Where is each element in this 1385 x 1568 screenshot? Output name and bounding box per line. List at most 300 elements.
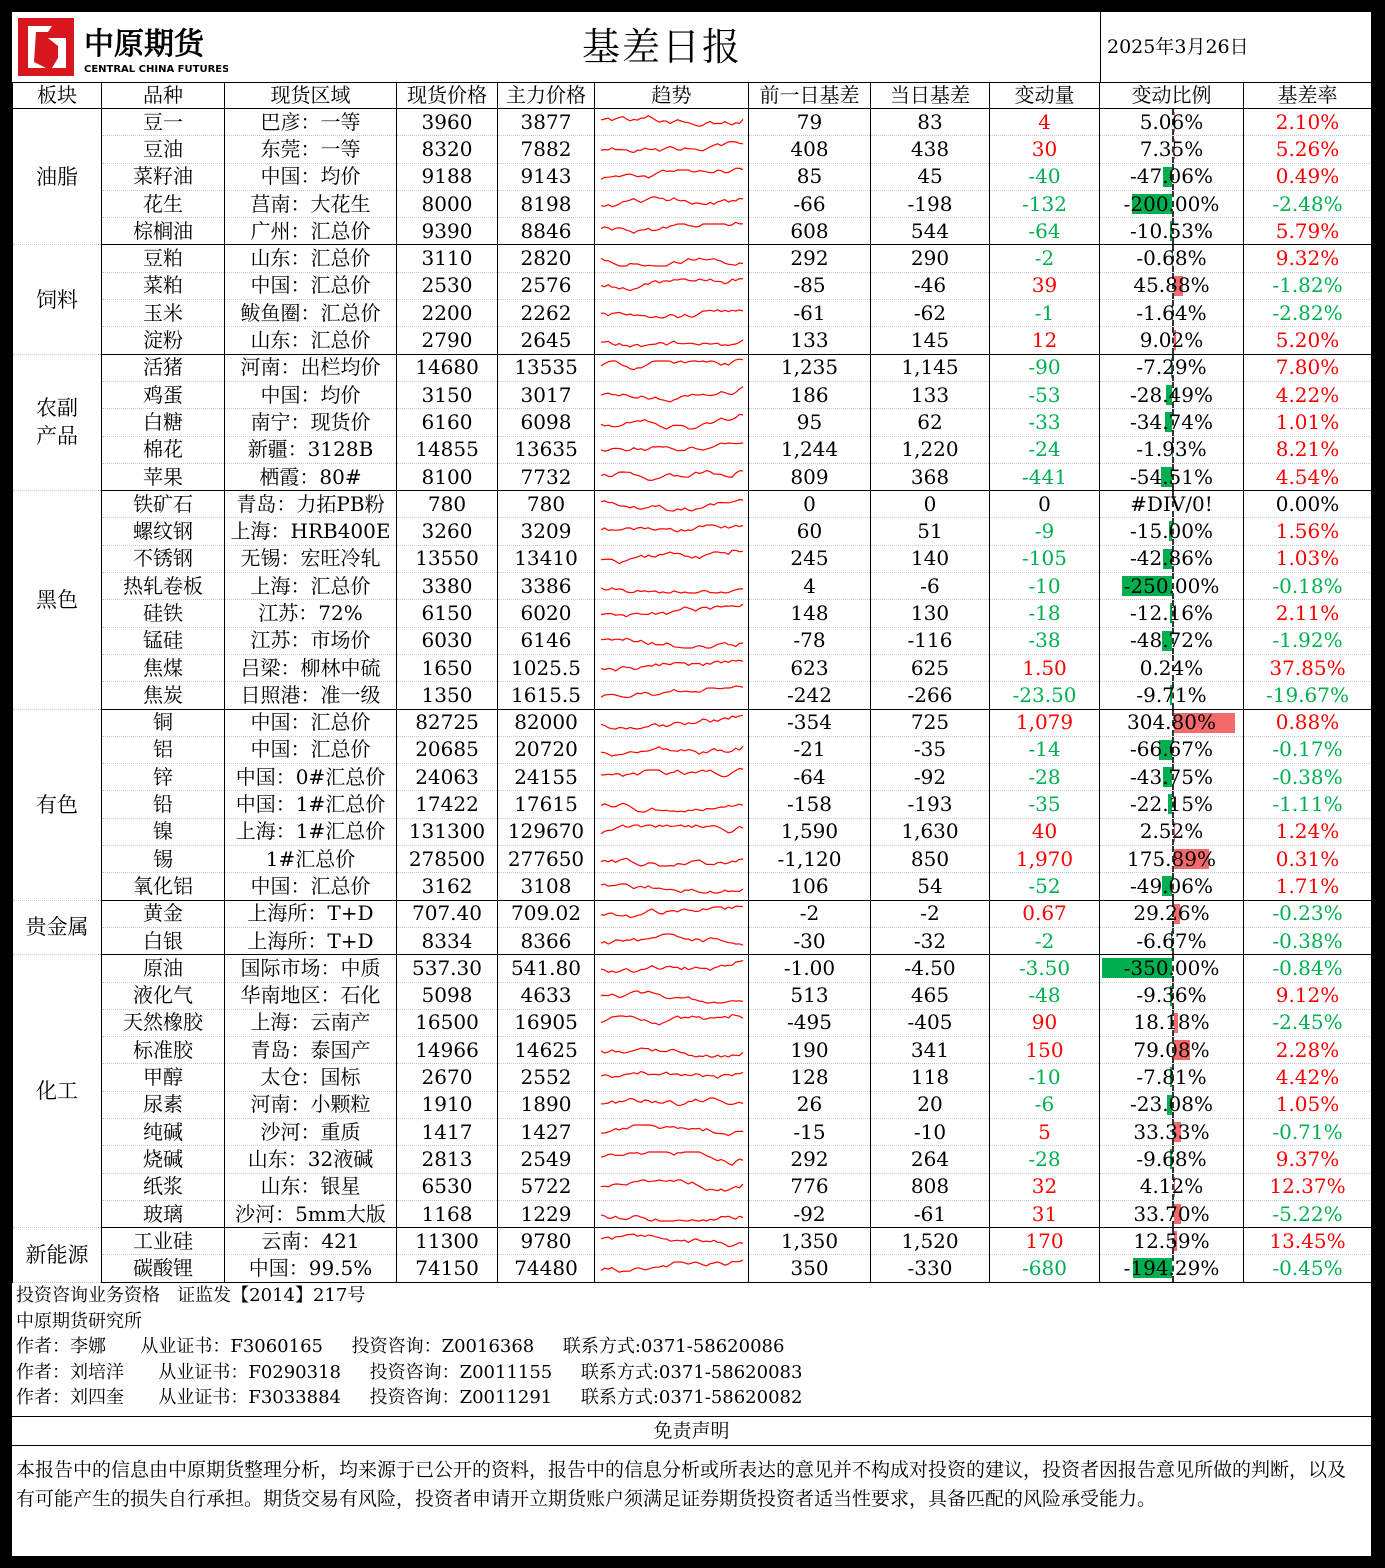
basis-rate-cell: 1.05% <box>1244 1091 1372 1118</box>
region-cell: 栖霞：80# <box>225 463 397 490</box>
spot-price-cell: 1650 <box>397 654 498 681</box>
table-row <box>13 136 1372 163</box>
prev-basis-cell: -1,120 <box>749 846 871 873</box>
table-row <box>13 463 1372 490</box>
trend-sparkline <box>595 437 749 463</box>
change-ratio-cell <box>1100 846 1244 873</box>
item-cell: 黄金 <box>102 900 225 927</box>
region-cell: 青岛：力拓PB粉 <box>225 491 397 518</box>
ratio-text: -49.06% <box>1129 873 1214 898</box>
main-price-cell: 1615.5 <box>498 682 595 709</box>
table-row <box>13 1118 1372 1145</box>
spot-price-cell: 1910 <box>397 1091 498 1118</box>
sector-cell <box>13 900 102 955</box>
item-cell: 锌 <box>102 764 225 791</box>
item-cell: 烧碱 <box>102 1146 225 1173</box>
item-cell: 豆粕 <box>102 245 225 272</box>
trend-sparkline <box>595 1065 749 1091</box>
cur-basis-cell: 264 <box>871 1146 990 1173</box>
cur-basis-cell: 341 <box>871 1037 990 1064</box>
trend-sparkline <box>595 1228 749 1254</box>
sector-label: 有色 <box>36 792 78 817</box>
item-cell: 天然橡胶 <box>102 1009 225 1036</box>
prev-basis-cell: -354 <box>749 709 871 736</box>
basis-rate-cell: -0.45% <box>1244 1255 1372 1282</box>
main-price-cell: 1890 <box>498 1091 595 1118</box>
spot-price-cell: 74150 <box>397 1255 498 1282</box>
region-cell: 中国：汇总价 <box>225 709 397 736</box>
change-ratio-cell <box>1100 1173 1244 1200</box>
table-row <box>13 518 1372 545</box>
trend-sparkline <box>595 928 749 954</box>
region-cell: 国际市场：中质 <box>225 955 397 982</box>
item-cell: 淀粉 <box>102 327 225 354</box>
trend-line <box>601 638 743 648</box>
table-row <box>13 190 1372 217</box>
table-row <box>13 927 1372 954</box>
change-cell: 0 <box>990 491 1100 518</box>
change-cell: -105 <box>990 545 1100 572</box>
ratio-text: -48.72% <box>1129 628 1214 653</box>
trend-sparkline <box>595 819 749 845</box>
cur-basis-cell: 725 <box>871 709 990 736</box>
cur-basis-cell: 1,220 <box>871 436 990 463</box>
spot-price-cell: 9390 <box>397 218 498 245</box>
ratio-text: 33.33% <box>1133 1119 1210 1144</box>
prev-basis-cell: 190 <box>749 1037 871 1064</box>
trend-line <box>601 715 743 729</box>
trend-cell <box>595 682 749 709</box>
ratio-text: -10.53% <box>1129 218 1214 243</box>
prev-basis-cell: -66 <box>749 190 871 217</box>
region-cell: 上海：HRB400E <box>225 518 397 545</box>
change-ratio-cell <box>1100 982 1244 1009</box>
trend-line <box>601 443 743 451</box>
table-row <box>13 545 1372 572</box>
trend-sparkline <box>595 109 749 135</box>
basis-rate-cell: 4.54% <box>1244 463 1372 490</box>
prev-basis-cell: 1,350 <box>749 1228 871 1255</box>
prev-basis-cell: 60 <box>749 518 871 545</box>
basis-rate-cell: 1.24% <box>1244 818 1372 845</box>
prev-basis-cell: -21 <box>749 736 871 763</box>
item-cell: 铁矿石 <box>102 491 225 518</box>
cur-basis-cell: 544 <box>871 218 990 245</box>
trend-cell <box>595 654 749 681</box>
region-cell: 青岛：泰国产 <box>225 1037 397 1064</box>
prev-basis-cell: -2 <box>749 900 871 927</box>
region-cell: 吕梁：柳林中硫 <box>225 654 397 681</box>
spot-price-cell: 8100 <box>397 463 498 490</box>
table-row <box>13 982 1372 1009</box>
prev-basis-cell: 26 <box>749 1091 871 1118</box>
cur-basis-cell: 20 <box>871 1091 990 1118</box>
change-ratio-cell <box>1100 927 1244 954</box>
basis-rate-cell: 37.85% <box>1244 654 1372 681</box>
cur-basis-cell: -62 <box>871 300 990 327</box>
sector-label: 贵金属 <box>25 915 89 940</box>
trend-cell <box>595 573 749 600</box>
prev-basis-cell: 776 <box>749 1173 871 1200</box>
main-price-cell: 3017 <box>498 381 595 408</box>
main-price-cell: 709.02 <box>498 900 595 927</box>
change-cell: -6 <box>990 1091 1100 1118</box>
change-ratio-cell <box>1100 627 1244 654</box>
region-cell: 中国：99.5% <box>225 1255 397 1282</box>
cur-basis-cell: 465 <box>871 982 990 1009</box>
main-price-cell: 8198 <box>498 190 595 217</box>
ratio-text: -66.67% <box>1129 737 1214 762</box>
prev-basis-cell: 4 <box>749 573 871 600</box>
trend-cell <box>595 900 749 927</box>
table-row <box>13 1091 1372 1118</box>
disclaimer-text: 本报告中的信息由中原期货整理分析，均来源于已公开的资料，报告中的信息分析或所表达的意见并不构成对投资的建议，投资者因报告意见所做的判断，以及有可能产生的损失自行承担。期货交易有风险，投资者申请开立期货账户须满足证券期货投资者适当性要求，具备匹配的风险承受能力。 <box>16 1459 1347 1510</box>
item-cell: 纯碱 <box>102 1118 225 1145</box>
item-cell: 苹果 <box>102 463 225 490</box>
trend-cell <box>595 955 749 982</box>
ratio-text: -7.29% <box>1136 355 1207 380</box>
change-cell: 30 <box>990 136 1100 163</box>
cur-basis-cell: -193 <box>871 791 990 818</box>
trend-cell <box>595 873 749 900</box>
basis-rate-cell: -5.22% <box>1244 1200 1372 1227</box>
table-row <box>13 682 1372 709</box>
cur-basis-cell: 808 <box>871 1173 990 1200</box>
trend-line <box>601 142 743 153</box>
region-cell: 沙河：5mm大版 <box>225 1200 397 1227</box>
main-price-cell: 2549 <box>498 1146 595 1173</box>
qualification-line: 投资咨询业务资格 证监发【2014】217号 <box>16 1285 366 1306</box>
table-row <box>13 109 1372 136</box>
item-cell: 棕榈油 <box>102 218 225 245</box>
region-cell: 上海所：T+D <box>225 927 397 954</box>
cur-basis-cell: 850 <box>871 846 990 873</box>
trend-sparkline <box>595 546 749 572</box>
trend-sparkline <box>595 218 749 244</box>
trend-cell <box>595 1255 749 1282</box>
change-cell: -40 <box>990 163 1100 190</box>
ratio-text: -22.15% <box>1129 792 1214 817</box>
change-ratio-cell <box>1100 1064 1244 1091</box>
basis-rate-cell: 1.71% <box>1244 873 1372 900</box>
change-cell: -48 <box>990 982 1100 1009</box>
main-price-cell: 82000 <box>498 709 595 736</box>
col-trend: 趋势 <box>595 82 749 109</box>
trend-cell <box>595 518 749 545</box>
trend-sparkline <box>595 655 749 681</box>
trend-cell <box>595 736 749 763</box>
change-cell: 1.50 <box>990 654 1100 681</box>
sector-label: 黑色 <box>36 587 78 612</box>
cur-basis-cell: -92 <box>871 764 990 791</box>
main-price-cell: 5722 <box>498 1173 595 1200</box>
change-cell: -24 <box>990 436 1100 463</box>
table-row <box>13 491 1372 518</box>
prev-basis-cell: -85 <box>749 272 871 299</box>
main-price-cell: 1229 <box>498 1200 595 1227</box>
trend-cell <box>595 109 749 136</box>
change-cell: -90 <box>990 354 1100 381</box>
change-cell: -14 <box>990 736 1100 763</box>
spot-price-cell: 13550 <box>397 545 498 572</box>
table-row <box>13 709 1372 736</box>
prev-basis-cell: 1,244 <box>749 436 871 463</box>
trend-cell <box>595 764 749 791</box>
trend-line <box>601 605 743 617</box>
spot-price-cell: 5098 <box>397 982 498 1009</box>
region-cell: 中国：均价 <box>225 381 397 408</box>
change-ratio-cell <box>1100 463 1244 490</box>
table-row <box>13 846 1372 873</box>
cur-basis-cell: 1,145 <box>871 354 990 381</box>
main-price-cell: 9143 <box>498 163 595 190</box>
region-cell: 华南地区：石化 <box>225 982 397 1009</box>
change-ratio-cell <box>1100 682 1244 709</box>
region-cell: 中国：汇总价 <box>225 873 397 900</box>
table-row <box>13 1228 1372 1255</box>
change-cell: -10 <box>990 1064 1100 1091</box>
change-ratio-cell <box>1100 654 1244 681</box>
ratio-text: 4.12% <box>1139 1174 1204 1199</box>
prev-basis-cell: 85 <box>749 163 871 190</box>
main-price-cell: 13535 <box>498 354 595 381</box>
change-ratio-cell <box>1100 1255 1244 1282</box>
main-price-cell: 13410 <box>498 545 595 572</box>
main-price-cell: 13635 <box>498 436 595 463</box>
trend-cell <box>595 600 749 627</box>
change-cell: -23.50 <box>990 682 1100 709</box>
region-cell: 中国：0#汇总价 <box>225 764 397 791</box>
change-ratio-cell <box>1100 1200 1244 1227</box>
col-change: 变动量 <box>990 82 1100 109</box>
main-price-cell: 3108 <box>498 873 595 900</box>
trend-cell <box>595 1228 749 1255</box>
region-cell: 江苏：72% <box>225 600 397 627</box>
trend-line <box>601 339 743 346</box>
spot-price-cell: 24063 <box>397 764 498 791</box>
prev-basis-cell: 95 <box>749 409 871 436</box>
table-header-row <box>13 82 1372 109</box>
region-cell: 河南：出栏均价 <box>225 354 397 381</box>
change-ratio-cell <box>1100 545 1244 572</box>
table-row <box>13 1064 1372 1091</box>
item-cell: 棉花 <box>102 436 225 463</box>
change-ratio-cell <box>1100 1009 1244 1036</box>
item-cell: 铜 <box>102 709 225 736</box>
trend-sparkline <box>595 300 749 326</box>
change-cell: 40 <box>990 818 1100 845</box>
trend-cell <box>595 627 749 654</box>
ratio-text: 5.06% <box>1139 109 1204 134</box>
trend-sparkline <box>595 355 749 381</box>
logo-cn-text: 中原期货 <box>84 27 204 62</box>
basis-rate-cell: 4.42% <box>1244 1064 1372 1091</box>
change-ratio-cell <box>1100 518 1244 545</box>
basis-rate-cell: 2.11% <box>1244 600 1372 627</box>
trend-line <box>601 197 743 207</box>
cur-basis-cell: -405 <box>871 1009 990 1036</box>
region-cell: 莒南：大花生 <box>225 190 397 217</box>
trend-cell <box>595 190 749 217</box>
basis-rate-cell: 0.00% <box>1244 491 1372 518</box>
ratio-text: -12.16% <box>1129 600 1214 625</box>
sector-label: 新能源 <box>25 1242 89 1267</box>
cur-basis-cell: 118 <box>871 1064 990 1091</box>
ratio-text: -15.00% <box>1129 519 1214 544</box>
change-ratio-cell <box>1100 381 1244 408</box>
trend-line <box>601 746 743 756</box>
prev-basis-cell: -1.00 <box>749 955 871 982</box>
item-cell: 焦煤 <box>102 654 225 681</box>
ratio-text: -194.29% <box>1123 1256 1220 1281</box>
prev-basis-cell: -495 <box>749 1009 871 1036</box>
table-row <box>13 354 1372 381</box>
basis-rate-cell: 9.12% <box>1244 982 1372 1009</box>
change-ratio-cell <box>1100 1037 1244 1064</box>
item-cell: 焦炭 <box>102 682 225 709</box>
logo-mark-icon <box>18 18 228 76</box>
basis-rate-cell: -1.82% <box>1244 272 1372 299</box>
trend-cell <box>595 1118 749 1145</box>
col-main: 主力价格 <box>498 82 595 109</box>
trend-line <box>601 387 743 402</box>
change-ratio-cell <box>1100 873 1244 900</box>
change-ratio-cell <box>1100 409 1244 436</box>
sector-cell <box>13 1228 102 1283</box>
item-cell: 铝 <box>102 736 225 763</box>
main-price-cell: 1025.5 <box>498 654 595 681</box>
region-cell: 巴彦：一等 <box>225 109 397 136</box>
basis-table <box>12 82 1372 1283</box>
cur-basis-cell: -6 <box>871 573 990 600</box>
sector-cell <box>13 955 102 1228</box>
region-cell: 中国：1#汇总价 <box>225 791 397 818</box>
trend-cell <box>595 818 749 845</box>
change-ratio-cell <box>1100 791 1244 818</box>
col-item: 品种 <box>102 82 225 109</box>
trend-sparkline <box>595 1092 749 1118</box>
change-ratio-cell <box>1100 900 1244 927</box>
trend-sparkline <box>595 1119 749 1145</box>
trend-line <box>601 223 743 234</box>
spot-price-cell: 2200 <box>397 300 498 327</box>
trend-sparkline <box>595 246 749 272</box>
main-price-cell: 3209 <box>498 518 595 545</box>
cur-basis-cell: 1,520 <box>871 1228 990 1255</box>
main-price-cell: 277650 <box>498 846 595 873</box>
item-cell: 玻璃 <box>102 1200 225 1227</box>
trend-line <box>601 1234 743 1247</box>
table-row <box>13 1200 1372 1227</box>
trend-line <box>601 1125 743 1136</box>
change-cell: -2 <box>990 245 1100 272</box>
sector-cell <box>13 109 102 245</box>
cur-basis-cell: -4.50 <box>871 955 990 982</box>
prev-basis-cell: -158 <box>749 791 871 818</box>
cur-basis-cell: 51 <box>871 518 990 545</box>
spot-price-cell: 2530 <box>397 272 498 299</box>
trend-sparkline <box>595 491 749 517</box>
trend-sparkline <box>595 1146 749 1172</box>
table-row <box>13 163 1372 190</box>
cur-basis-cell: -35 <box>871 736 990 763</box>
change-cell: -1 <box>990 300 1100 327</box>
prev-basis-cell: 809 <box>749 463 871 490</box>
prev-basis-cell: 128 <box>749 1064 871 1091</box>
sector-label: 化工 <box>36 1079 78 1104</box>
prev-basis-cell: 608 <box>749 218 871 245</box>
item-cell: 工业硅 <box>102 1228 225 1255</box>
item-cell: 花生 <box>102 190 225 217</box>
change-cell: -132 <box>990 190 1100 217</box>
institute-line: 中原期货研究所 <box>16 1310 142 1332</box>
trend-line <box>601 525 743 532</box>
ratio-text: -0.68% <box>1136 246 1207 271</box>
spot-price-cell: 3162 <box>397 873 498 900</box>
main-price-cell: 6020 <box>498 600 595 627</box>
basis-rate-cell: -0.18% <box>1244 573 1372 600</box>
col-prev-basis: 前一日基差 <box>749 82 871 109</box>
ratio-text: 33.70% <box>1133 1201 1210 1226</box>
prev-basis-cell: 79 <box>749 109 871 136</box>
change-ratio-cell <box>1100 190 1244 217</box>
change-cell: -35 <box>990 791 1100 818</box>
item-cell: 液化气 <box>102 982 225 1009</box>
ratio-text: 12.59% <box>1133 1228 1210 1253</box>
region-cell: 上海所：T+D <box>225 900 397 927</box>
trend-line <box>601 1048 743 1057</box>
basis-rate-cell: -0.23% <box>1244 900 1372 927</box>
main-price-cell: 6098 <box>498 409 595 436</box>
change-cell: 150 <box>990 1037 1100 1064</box>
trend-line <box>601 258 743 266</box>
ratio-text: -350.00% <box>1123 955 1220 980</box>
change-ratio-cell <box>1100 573 1244 600</box>
trend-line <box>601 1215 743 1221</box>
col-sector: 板块 <box>13 82 102 109</box>
basis-rate-cell: -19.67% <box>1244 682 1372 709</box>
main-price-cell: 6146 <box>498 627 595 654</box>
item-cell: 硅铁 <box>102 600 225 627</box>
trend-sparkline <box>595 846 749 872</box>
trend-sparkline <box>595 464 749 490</box>
item-cell: 螺纹钢 <box>102 518 225 545</box>
change-ratio-cell <box>1100 218 1244 245</box>
spot-price-cell: 11300 <box>397 1228 498 1255</box>
item-cell: 标准胶 <box>102 1037 225 1064</box>
cur-basis-cell: -116 <box>871 627 990 654</box>
spot-price-cell: 780 <box>397 491 498 518</box>
cur-basis-cell: 54 <box>871 873 990 900</box>
ratio-text: 7.35% <box>1139 136 1204 161</box>
trend-sparkline <box>595 1010 749 1036</box>
ratio-text: #DIV/0! <box>1130 491 1213 516</box>
spot-price-cell: 17422 <box>397 791 498 818</box>
change-ratio-cell <box>1100 736 1244 763</box>
trend-line <box>601 1098 743 1105</box>
trend-cell <box>595 163 749 190</box>
item-cell: 玉米 <box>102 300 225 327</box>
change-ratio-cell <box>1100 327 1244 354</box>
cur-basis-cell: -266 <box>871 682 990 709</box>
trend-sparkline <box>595 164 749 190</box>
main-price-cell: 2645 <box>498 327 595 354</box>
change-cell: 0.67 <box>990 900 1100 927</box>
trend-cell <box>595 1009 749 1036</box>
trend-sparkline <box>595 710 749 736</box>
trend-sparkline <box>595 136 749 162</box>
cur-basis-cell: 62 <box>871 409 990 436</box>
